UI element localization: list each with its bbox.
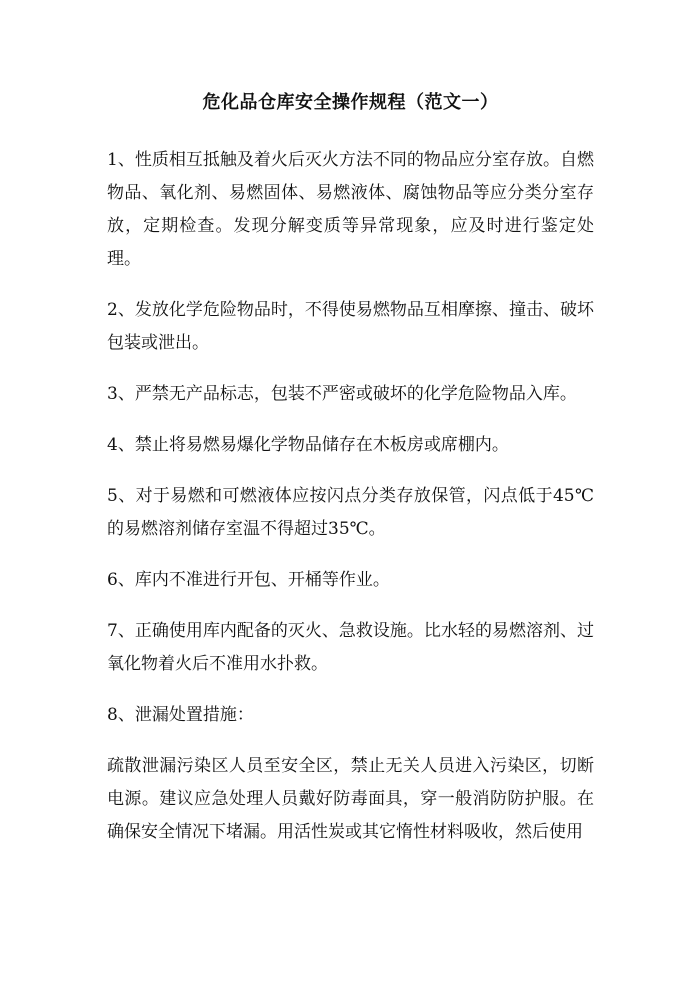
paragraph-rule-3: 3、严禁无产品标志，包装不严密或破坏的化学危险物品入库。 xyxy=(107,384,577,404)
paragraph-rule-2: 2、发放化学危险物品时，不得使易燃物品互相摩擦、撞击、破坏包装或泄出。 xyxy=(107,300,594,353)
paragraph-rule-6: 6、库内不准进行开包、开桶等作业。 xyxy=(107,570,390,590)
paragraph-rule-7: 7、正确使用库内配备的灭火、急救设施。比水轻的易燃溶剂、过氧化物着火后不准用水扑救。 xyxy=(107,621,594,674)
paragraph-rule-4: 4、禁止将易燃易爆化学物品储存在木板房或席棚内。 xyxy=(107,435,509,455)
paragraph-leak-measures: 疏散泄漏污染区人员至安全区，禁止无关人员进入污染区，切断电源。建议应急处理人员戴好防毒面具，穿一般消防防护服。在确保安全情况下堵漏。用活性炭或其它惰性材料吸收，然后使用 xyxy=(107,756,594,842)
paragraph-rule-8-heading: 8、泄漏处置措施： xyxy=(107,705,254,725)
document-title: 危化品仓库安全操作规程（范文一） xyxy=(202,92,499,113)
paragraph-rule-5: 5、对于易燃和可燃液体应按闪点分类存放保管，闪点低于45℃的易燃溶剂储存室温不得超过35℃。 xyxy=(107,486,594,539)
paragraph-rule-1: 1、性质相互抵触及着火后灭火方法不同的物品应分室存放。自燃物品、氧化剂、易燃固体、易燃液体、腐蚀物品等应分类分室存放，定期检查。发现分解变质等异常现象，应及时进行鉴定处理。 xyxy=(107,150,594,269)
